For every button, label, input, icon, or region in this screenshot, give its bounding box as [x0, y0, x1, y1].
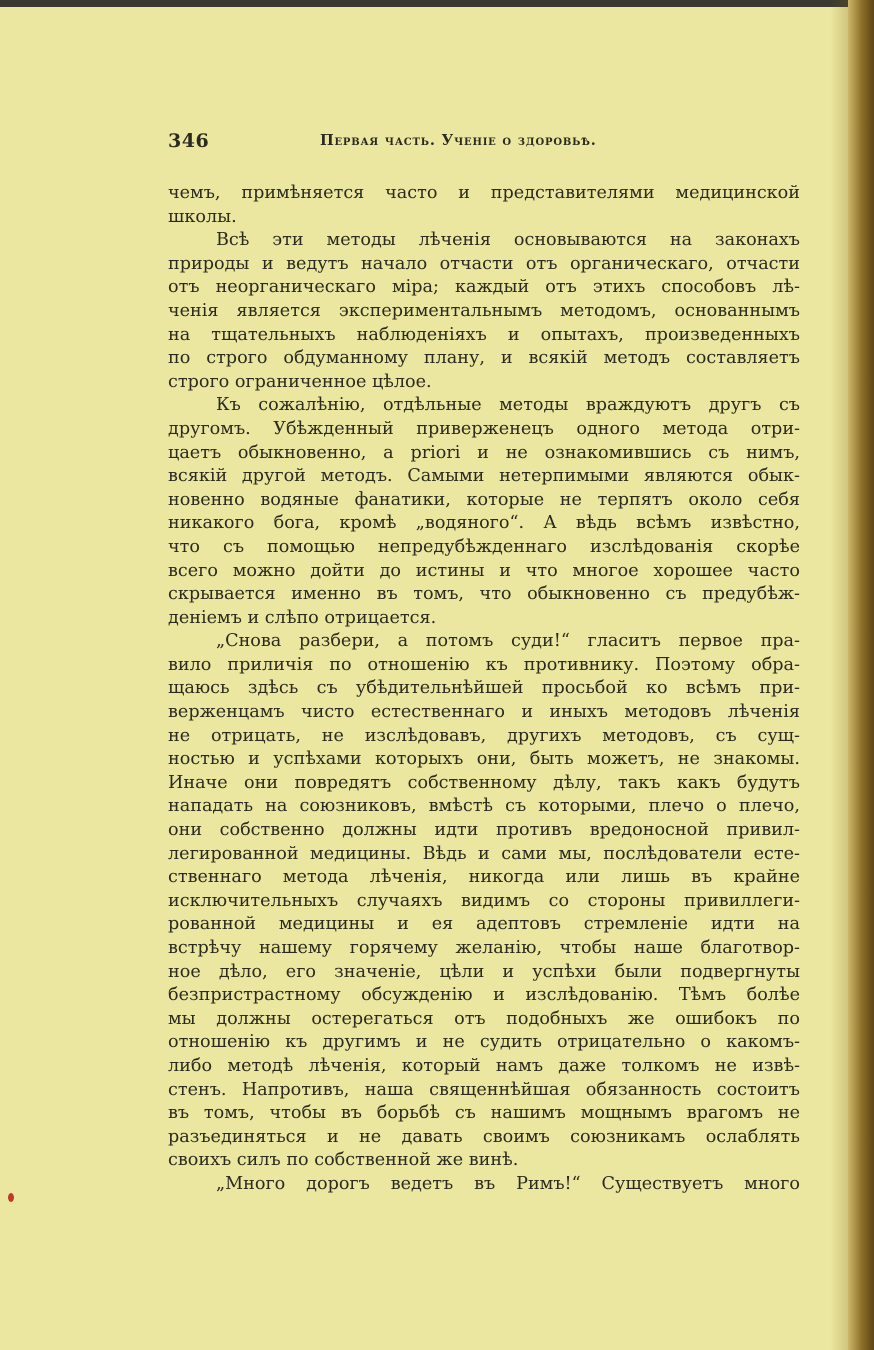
- text-line: вило приличія по отношенію къ противнику. Поэтому обра-: [168, 654, 800, 675]
- text-line: въ томъ, чтобы въ борьбѣ съ нашимъ мощнымъ врагомъ не: [168, 1103, 800, 1124]
- text-line: что съ помощью непредубѣжденнаго изслѣдованія скорѣе: [168, 536, 800, 557]
- book-spine: [848, 0, 874, 1350]
- page-header: [168, 128, 800, 156]
- text-line: по строго обдуманному плану, и всякій методъ составляетъ: [168, 348, 800, 369]
- text-line: на тщательныхъ наблюденіяхъ и опытахъ, произведенныхъ: [168, 324, 800, 345]
- text-line: другомъ. Убѣжденный приверженецъ одного метода отри-: [168, 418, 800, 439]
- paragraph-first-line: Къ сожалѣнію, отдѣльные методы враждуютъ другъ съ: [216, 395, 800, 416]
- text-line: либо методѣ лѣченія, который намъ даже толкомъ не извѣ-: [168, 1055, 800, 1076]
- body-text: [168, 182, 800, 1197]
- paragraph-first-line: „Снова разбери, а потомъ суди!“ гласитъ первое пра-: [216, 631, 800, 652]
- text-line: никакого бога, кромѣ „водяного“. А вѣдь всѣмъ извѣстно,: [168, 513, 800, 534]
- text-line: они собственно должны идти противъ вредоносной привил-: [168, 820, 800, 841]
- running-head: Первая часть. Ученіе о здоровьѣ.: [320, 132, 597, 149]
- text-line: новенно водяные фанатики, которые не терпятъ около себя: [168, 489, 800, 510]
- text-line: отъ неорганическаго міра; каждый отъ этихъ способовъ лѣ-: [168, 277, 800, 298]
- text-line: легированной медицины. Вѣдь и сами мы, послѣдователи есте-: [168, 843, 800, 864]
- text-line: мы должны остерегаться отъ подобныхъ же ошибокъ по: [168, 1008, 800, 1029]
- text-line: деніемъ и слѣпо отрицается.: [168, 607, 437, 628]
- margin-mark: [8, 1193, 14, 1202]
- text-line: ственнаго метода лѣченія, никогда или лишь въ крайне: [168, 867, 800, 888]
- page-number: 346: [168, 130, 210, 152]
- text-line: скрывается именно въ томъ, что обыкновенно съ предубѣж-: [168, 584, 800, 605]
- text-line: своихъ силъ по собственной же винѣ.: [168, 1150, 519, 1171]
- text-line: чемъ, примѣняется часто и представителями медицинской: [168, 183, 800, 203]
- text-line: всякій другой методъ. Самыми нетерпимыми являются обык-: [168, 466, 800, 487]
- text-line: цаетъ обыкновенно, a priori и не ознакомившись съ нимъ,: [168, 442, 800, 463]
- text-line: стенъ. Напротивъ, наша священнѣйшая обязанность состоитъ: [168, 1079, 800, 1100]
- text-line: разъединяться и не давать своимъ союзникамъ ослаблять: [168, 1126, 800, 1147]
- text-line: безпристрастному обсужденію и изслѣдованію. Тѣмъ болѣе: [168, 985, 800, 1006]
- text-line: отношенію къ другимъ и не судить отрицательно о какомъ-: [168, 1032, 800, 1053]
- text-line: ченія является экспериментальнымъ методомъ, основаннымъ: [168, 300, 800, 321]
- paragraph-first-line: Всѣ эти методы лѣченія основываются на законахъ: [216, 230, 800, 251]
- text-line: верженцамъ чисто естественнаго и иныхъ методовъ лѣченія: [168, 702, 800, 723]
- binding-shadow: [830, 0, 848, 1350]
- text-line: всего можно дойти до истины и что многое хорошее часто: [168, 560, 800, 581]
- text-line: природы и ведутъ начало отчасти отъ органическаго, отчасти: [168, 253, 800, 274]
- page-top-edge: [0, 0, 855, 7]
- text-line: встрѣчу нашему горячему желанію, чтобы наше благотвор-: [168, 938, 800, 958]
- text-line: Иначе они повредятъ собственному дѣлу, такъ какъ будутъ: [168, 772, 800, 793]
- text-line: ное дѣло, его значеніе, цѣли и успѣхи были подвергнуты: [168, 961, 800, 982]
- text-line: исключительныхъ случаяхъ видимъ со стороны привиллеги-: [168, 890, 800, 911]
- text-line: школы.: [168, 206, 237, 227]
- text-line: ностью и успѣхами которыхъ они, быть можетъ, не знакомы.: [168, 749, 800, 770]
- text-line: строго ограниченное цѣлое.: [168, 371, 432, 392]
- paragraph-first-line: „Много дорогъ ведетъ въ Римъ!“ Существуетъ много: [216, 1173, 800, 1194]
- text-line: рованной медицины и ея адептовъ стремленіе идти на: [168, 914, 800, 935]
- text-line: не отрицать, не изслѣдовавъ, другихъ методовъ, съ сущ-: [168, 725, 800, 746]
- text-line: нападать на союзниковъ, вмѣстѣ съ которыми, плечо о плечо,: [168, 796, 800, 817]
- text-line: щаюсь здѣсь съ убѣдительнѣйшей просьбой ко всѣмъ при-: [168, 678, 800, 699]
- book-page: [168, 128, 800, 1197]
